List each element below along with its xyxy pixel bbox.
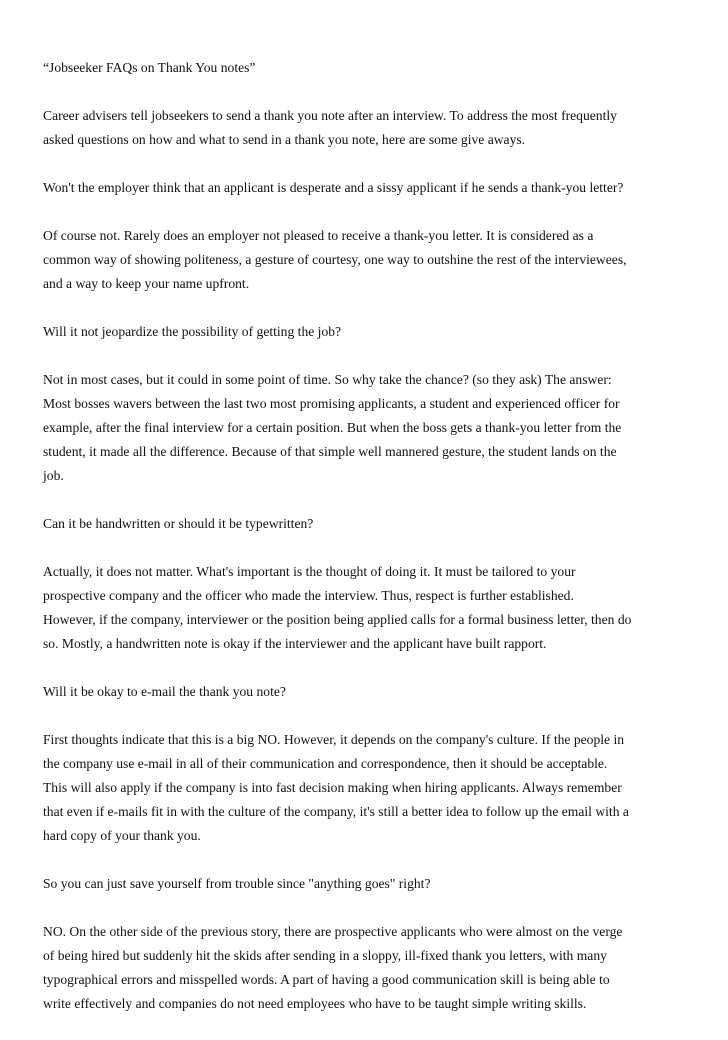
text-line: of being hired but suddenly hit the skids after sending in a sloppy, ill-fixed thank you letters, with many [43, 948, 607, 963]
text-line: and a way to keep your name upfront. [43, 276, 250, 291]
text-line: Of course not. Rarely does an employer not pleased to receive a thank-you letter. It is considered as a [43, 228, 594, 243]
text-line: write effectively and companies do not need employees who have to be taught simple writing skills. [43, 996, 587, 1011]
text-line: Will it not jeopardize the possibility of getting the job? [43, 324, 342, 339]
text-line: This will also apply if the company is into fast decision making when hiring applicants. Always remember [43, 780, 622, 795]
text-line: First thoughts indicate that this is a big NO. However, it depends on the company's culture. If the people in [43, 732, 625, 747]
text-line: example, after the final interview for a certain position. But when the boss gets a thank-you letter from the [43, 420, 622, 435]
text-line: NO. On the other side of the previous story, there are prospective applicants who were almost on the verge [43, 924, 623, 939]
text-line: common way of showing politeness, a gesture of courtesy, one way to outshine the rest of the interviewees, [43, 252, 627, 267]
question-handwritten [43, 512, 688, 536]
text-line: typographical errors and misspelled words. A part of having a good communication skill is being able to [43, 972, 610, 987]
text-line: the company use e-mail in all of their communication and correspondence, then it should be acceptable. [43, 756, 608, 771]
text-line: student, it made all the difference. Because of that simple well mannered gesture, the student lands on the [43, 444, 617, 459]
answer-anything-goes [43, 920, 688, 1016]
text-line: prospective company and the officer who made the interview. Thus, respect is further established. [43, 588, 574, 603]
answer-email [43, 728, 688, 848]
text-line: that even if e-mails fit in with the culture of the company, it's still a better idea to follow up the email with a [43, 804, 629, 819]
text-line: Most bosses wavers between the last two most promising applicants, a student and experienced officer for [43, 396, 620, 411]
text-line: Won't the employer think that an applicant is desperate and a sissy applicant if he sends a thank-you letter? [43, 180, 624, 195]
document-title-text: “Jobseeker FAQs on Thank You notes” [43, 60, 256, 75]
text-line: So you can just save yourself from trouble since "anything goes" right? [43, 876, 431, 891]
text-line: Can it be handwritten or should it be typewritten? [43, 516, 314, 531]
paragraph-intro [43, 104, 688, 152]
answer-handwritten [43, 560, 688, 656]
text-line: job. [43, 468, 64, 483]
text-line: Will it be okay to e-mail the thank you note? [43, 684, 286, 699]
text-line: hard copy of your thank you. [43, 828, 201, 843]
answer-desperate [43, 224, 688, 296]
text-line: asked questions on how and what to send in a thank you note, here are some give aways. [43, 132, 526, 147]
question-desperate [43, 176, 688, 200]
text-line: Not in most cases, but it could in some point of time. So why take the chance? (so they ask) The answer: [43, 372, 612, 387]
text-line: Career advisers tell jobseekers to send a thank you note after an interview. To address the most frequently [43, 108, 617, 123]
text-line: Actually, it does not matter. What's important is the thought of doing it. It must be tailored to your [43, 564, 576, 579]
text-line: However, if the company, interviewer or the position being applied calls for a formal business letter, then do [43, 612, 632, 627]
document-title [43, 56, 688, 80]
document-body [43, 56, 688, 1040]
question-email [43, 680, 688, 704]
answer-jeopardize [43, 368, 688, 488]
question-anything-goes [43, 872, 688, 896]
question-jeopardize [43, 320, 688, 344]
text-line: so. Mostly, a handwritten note is okay if the interviewer and the applicant have built rapport. [43, 636, 547, 651]
